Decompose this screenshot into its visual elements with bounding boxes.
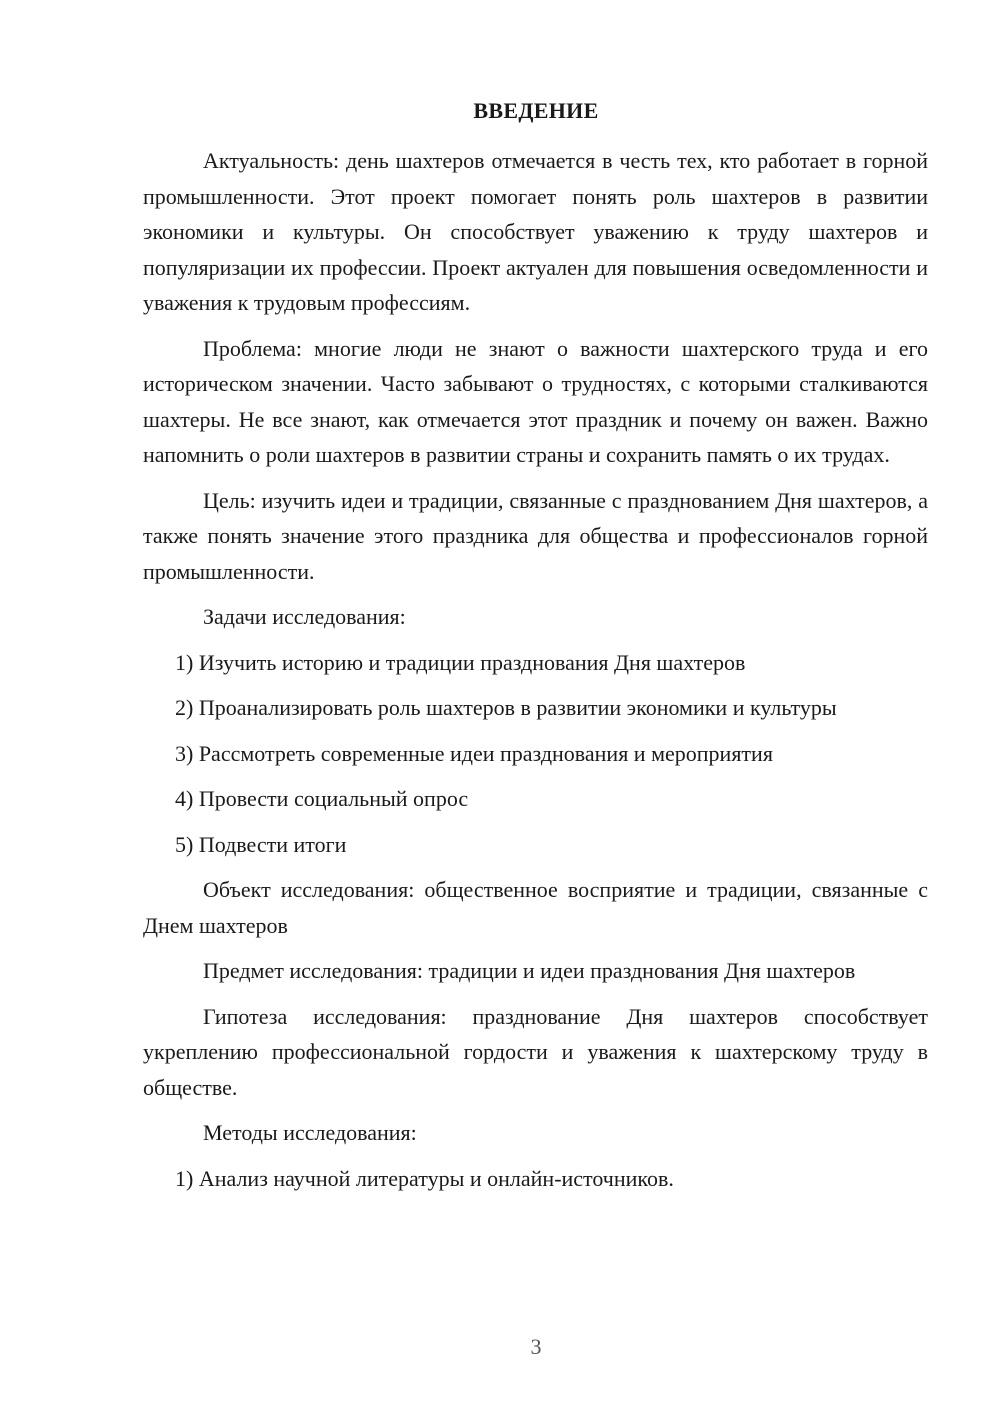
subject-paragraph: Предмет исследования: традиции и идеи празднования Дня шахтеров — [203, 958, 856, 983]
task-item: 3) Рассмотреть современные идеи празднования и мероприятия — [175, 740, 773, 766]
task-item: 5) Подвести итоги — [175, 831, 347, 857]
task-item: 1) Изучить историю и традиции празднования Дня шахтеров — [175, 649, 746, 675]
tasks-heading: Задачи исследования: — [203, 604, 406, 629]
task-item: 4) Провести социальный опрос — [175, 786, 469, 811]
problem-paragraph: Проблема: многие люди не знают о важности шахтерского труда и его историческом значении. Часто забывают о трудностях, с которыми сталкиваются шахтеры. Не все знают, как отмечается этот праздник и почему он важен. Важно напомнить о роли шахтеров в развитии страны и сохранить память о их трудах. — [143, 335, 928, 467]
object-paragraph: Объект исследования: общественное восприятие и традиции, связанные с Днем шахтеров — [143, 877, 928, 938]
introduction-body — [143, 143, 928, 1206]
task-item: 2) Проанализировать роль шахтеров в развитии экономики и культуры — [175, 695, 837, 720]
methods-heading: Методы исследования: — [203, 1120, 417, 1145]
hypothesis-paragraph: Гипотеза исследования: празднование Дня шахтеров способствует укреплению профессиональной гордости и уважения к шахтерскому труду в обществе. — [143, 1003, 928, 1100]
page-number: 3 — [530, 1334, 542, 1359]
relevance-paragraph: Актуальность: день шахтеров отмечается в честь тех, кто работает в горной промышленности. Этот проект помогает понять роль шахтеров в развитии экономики и культуры. Он способствует уважению к труду шахтеров и популяризации их профессии. Проект актуален для повышения осведомленности и уважения к трудовым профессиям. — [143, 148, 928, 315]
section-title: ВВЕДЕНИЕ — [473, 98, 599, 123]
method-item: 1) Анализ научной литературы и онлайн-источников. — [175, 1165, 674, 1191]
goal-paragraph: Цель: изучить идеи и традиции, связанные с празднованием Дня шахтеров, а также понять значение этого праздника для общества и профессионалов горной промышленности. — [143, 487, 928, 584]
